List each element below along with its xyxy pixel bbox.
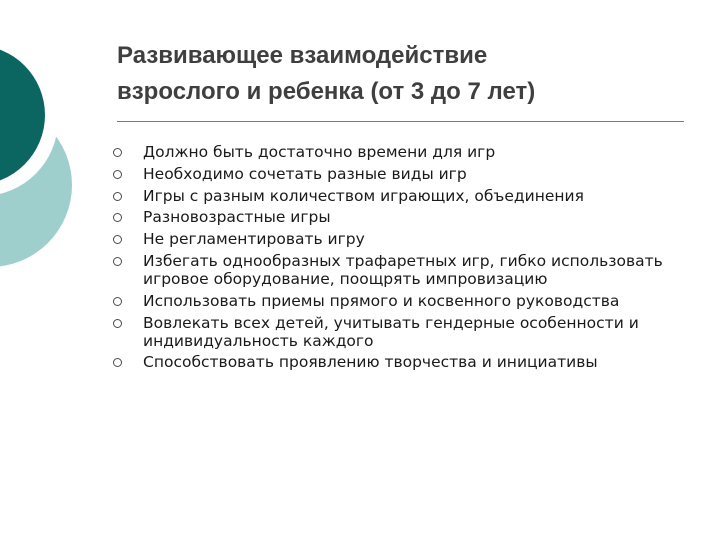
bullet-text: Использовать приемы прямого и косвенного руководства [143,291,620,310]
bullet-text: Игры с разным количеством играющих, объединения [143,186,584,205]
bullet-text: Разновозрастные игры [143,208,331,227]
bullet-item-1 [113,143,703,161]
bullet-item-7 [113,292,703,310]
bullet-list [113,143,703,375]
title-line-2: взрослого и ребенка (от 3 до 7 лет) [117,78,536,105]
bullet-item-8 [113,314,703,350]
bullet-item-9 [113,353,703,371]
hollow-circle-bullet-icon [113,170,122,179]
bullet-item-6 [113,252,703,288]
bullet-text: Способствовать проявлению творчества и инициативы [143,353,598,372]
slide-title [117,38,697,110]
hollow-circle-bullet-icon [113,297,122,306]
hollow-circle-bullet-icon [113,192,122,201]
bullet-item-5 [113,230,703,248]
decorative-circles [0,0,120,300]
bullet-text: Избегать однообразных трафаретных игр, гибко использовать игровое оборудование, поощрять импровизацию [143,251,663,288]
bullet-item-2 [113,165,703,183]
hollow-circle-bullet-icon [113,257,122,266]
hollow-circle-bullet-icon [113,358,122,367]
bullet-text: Должно быть достаточно времени для игр [143,143,496,161]
bullet-text: Вовлекать всех детей, учитывать гендерные особенности и индивидуальность каждого [143,313,639,350]
bullet-item-3 [113,187,703,205]
bullet-item-4 [113,208,703,226]
hollow-circle-bullet-icon [113,148,122,157]
title-divider [117,121,684,122]
bullet-text: Необходимо сочетать разные виды игр [143,164,467,183]
title-line-1: Развивающее взаимодействие [117,42,488,69]
hollow-circle-bullet-icon [113,319,122,328]
bullet-text: Не регламентировать игру [143,230,365,249]
hollow-circle-bullet-icon [113,235,122,244]
hollow-circle-bullet-icon [113,213,122,222]
